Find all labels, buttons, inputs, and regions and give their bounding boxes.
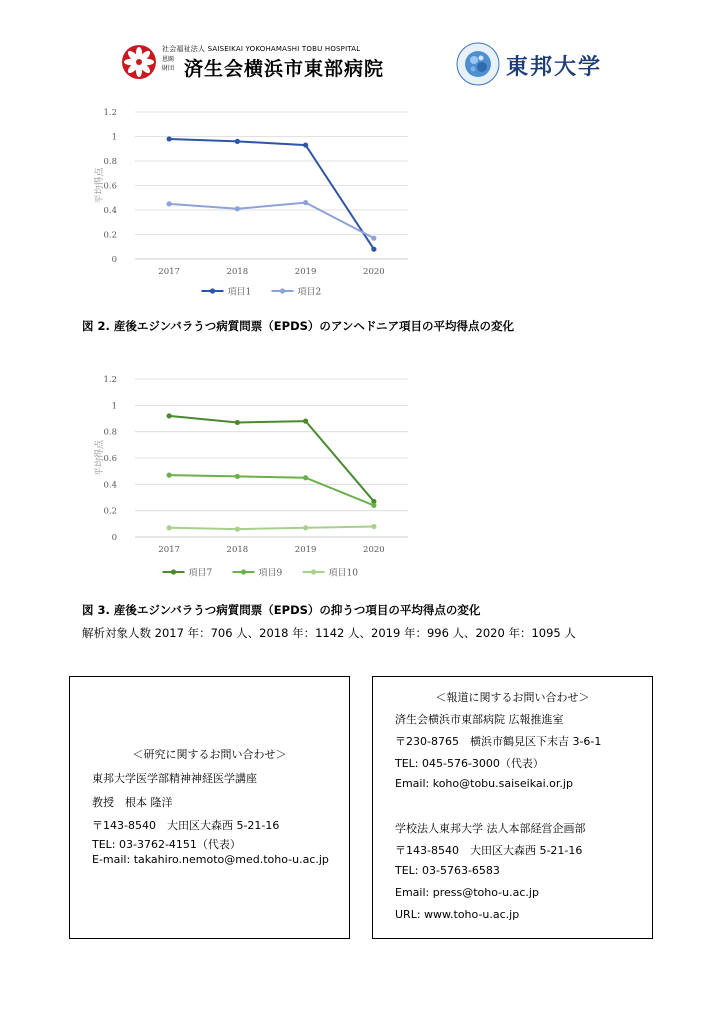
x-tick-label: 2020 (363, 267, 385, 277)
x-tick-label: 2020 (363, 545, 385, 555)
research-contact-tel: TEL: 03-3762-4151（代表） (92, 838, 241, 851)
university-logo (454, 40, 614, 88)
hospital-logo (120, 42, 385, 86)
press-contact-university-url[interactable]: URL: www.toho-u.ac.jp (395, 908, 520, 921)
y-tick-label: 0 (111, 533, 117, 543)
hospital-name: 済生会横浜市東部病院 (184, 58, 385, 80)
legend-label: 項目7 (188, 568, 213, 579)
x-tick-label: 2018 (226, 545, 249, 555)
chart-anhedonia (80, 100, 420, 305)
figure-3-caption: 図 3. 産後エジンバラうつ病質問票（EPDS）の抑うつ項目の平均得点の変化 (82, 603, 481, 617)
data-point (167, 136, 172, 141)
data-point (167, 201, 172, 206)
legend-label: 項目9 (258, 568, 283, 579)
y-tick-label: 1 (111, 401, 117, 412)
data-point (371, 524, 376, 529)
hospital-english-name: 社会福祉法人 SAISEIKAI YOKOHAMASHI TOBU HOSPITAL (162, 45, 361, 53)
y-tick-label: 0 (111, 255, 117, 265)
y-axis-label: 平均得点 (95, 167, 105, 204)
data-point (235, 139, 240, 144)
chart-depression (80, 368, 420, 583)
analysis-count-note: 解析対象人数 2017 年：706 人、2018 年：1142 人、2019 年：996 人、2020 年：1095 人 (82, 626, 576, 640)
y-tick-label: 0.6 (103, 181, 117, 192)
press-contact-hospital-tel: TEL: 045-576-3000（代表） (395, 757, 544, 770)
legend-marker (311, 569, 316, 574)
hospital-small-label-b: 財団 (162, 65, 175, 72)
y-tick-label: 0.4 (103, 480, 117, 491)
press-contact-university: 学校法人東邦大学 法人本部経営企画部 (395, 822, 586, 835)
data-point (167, 413, 172, 418)
x-tick-label: 2018 (226, 267, 249, 277)
legend-label: 項目10 (328, 568, 358, 579)
research-contact-box (69, 676, 350, 939)
press-contact-hospital: 済生会横浜市東部病院 広報推進室 (395, 713, 564, 726)
data-point (235, 420, 240, 425)
data-point (167, 525, 172, 530)
data-point (235, 527, 240, 532)
x-tick-label: 2017 (158, 267, 180, 277)
hospital-emblem-icon (120, 42, 158, 82)
data-point (303, 475, 308, 480)
y-tick-label: 0.2 (103, 506, 117, 517)
legend-marker (280, 288, 285, 293)
y-tick-label: 0.8 (103, 157, 117, 167)
press-contact-hospital-address: 〒230-8765 横浜市鶴見区下末吉 3-6-1 (395, 735, 602, 748)
data-point (371, 236, 376, 241)
research-contact-address: 〒143-8540 大田区大森西 5-21-16 (92, 819, 280, 832)
x-tick-label: 2019 (294, 267, 317, 277)
data-point (235, 206, 240, 211)
research-contact-person: 教授 根本 隆洋 (92, 796, 173, 809)
legend-marker (241, 569, 246, 574)
data-point (235, 474, 240, 479)
legend-label: 項目2 (297, 287, 322, 298)
data-point (303, 525, 308, 530)
y-tick-label: 0.8 (103, 427, 117, 438)
series-line (169, 416, 374, 502)
series-line (169, 203, 374, 239)
press-contact-hospital-email[interactable]: Email: koho@tobu.saiseikai.or.jp (395, 777, 573, 790)
data-point (371, 247, 376, 252)
figure-2-caption: 図 2. 産後エジンバラうつ病質問票（EPDS）のアンヘドニア項目の平均得点の変化 (82, 319, 514, 333)
y-tick-label: 0.4 (103, 206, 117, 216)
data-point (303, 419, 308, 424)
series-line (169, 139, 374, 249)
research-contact-dept: 東邦大学医学部精神神経医学講座 (92, 772, 257, 785)
university-name: 東邦大学 (506, 55, 603, 80)
research-contact-email[interactable]: E-mail: takahiro.nemoto@med.toho-u.ac.jp (92, 853, 329, 866)
legend-label: 項目1 (227, 287, 252, 298)
y-tick-label: 1 (111, 132, 117, 143)
y-axis-label: 平均得点 (95, 439, 105, 477)
y-tick-label: 0.6 (103, 454, 117, 464)
hospital-small-label-a: 恩賜 (162, 56, 175, 63)
y-tick-label: 1.2 (103, 375, 117, 385)
series-line (169, 475, 374, 505)
legend-marker (171, 569, 176, 574)
press-contact-box (372, 676, 653, 939)
data-point (371, 503, 376, 508)
press-contact-university-address: 〒143-8540 大田区大森西 5-21-16 (395, 844, 583, 857)
data-point (167, 473, 172, 478)
legend-marker (210, 288, 215, 293)
y-tick-label: 1.2 (103, 108, 117, 118)
data-point (303, 200, 308, 205)
press-contact-title: ＜報道に関するお問い合わせ＞ (435, 691, 590, 704)
series-line (169, 526, 374, 529)
research-contact-title: ＜研究に関するお問い合わせ＞ (132, 748, 287, 761)
university-seal-icon (454, 40, 502, 88)
press-contact-university-tel: TEL: 03-5763-6583 (395, 864, 500, 877)
data-point (303, 142, 308, 147)
y-tick-label: 0.2 (103, 230, 117, 241)
press-contact-university-email[interactable]: Email: press@toho-u.ac.jp (395, 886, 539, 899)
x-tick-label: 2017 (158, 545, 180, 555)
x-tick-label: 2019 (294, 545, 317, 555)
